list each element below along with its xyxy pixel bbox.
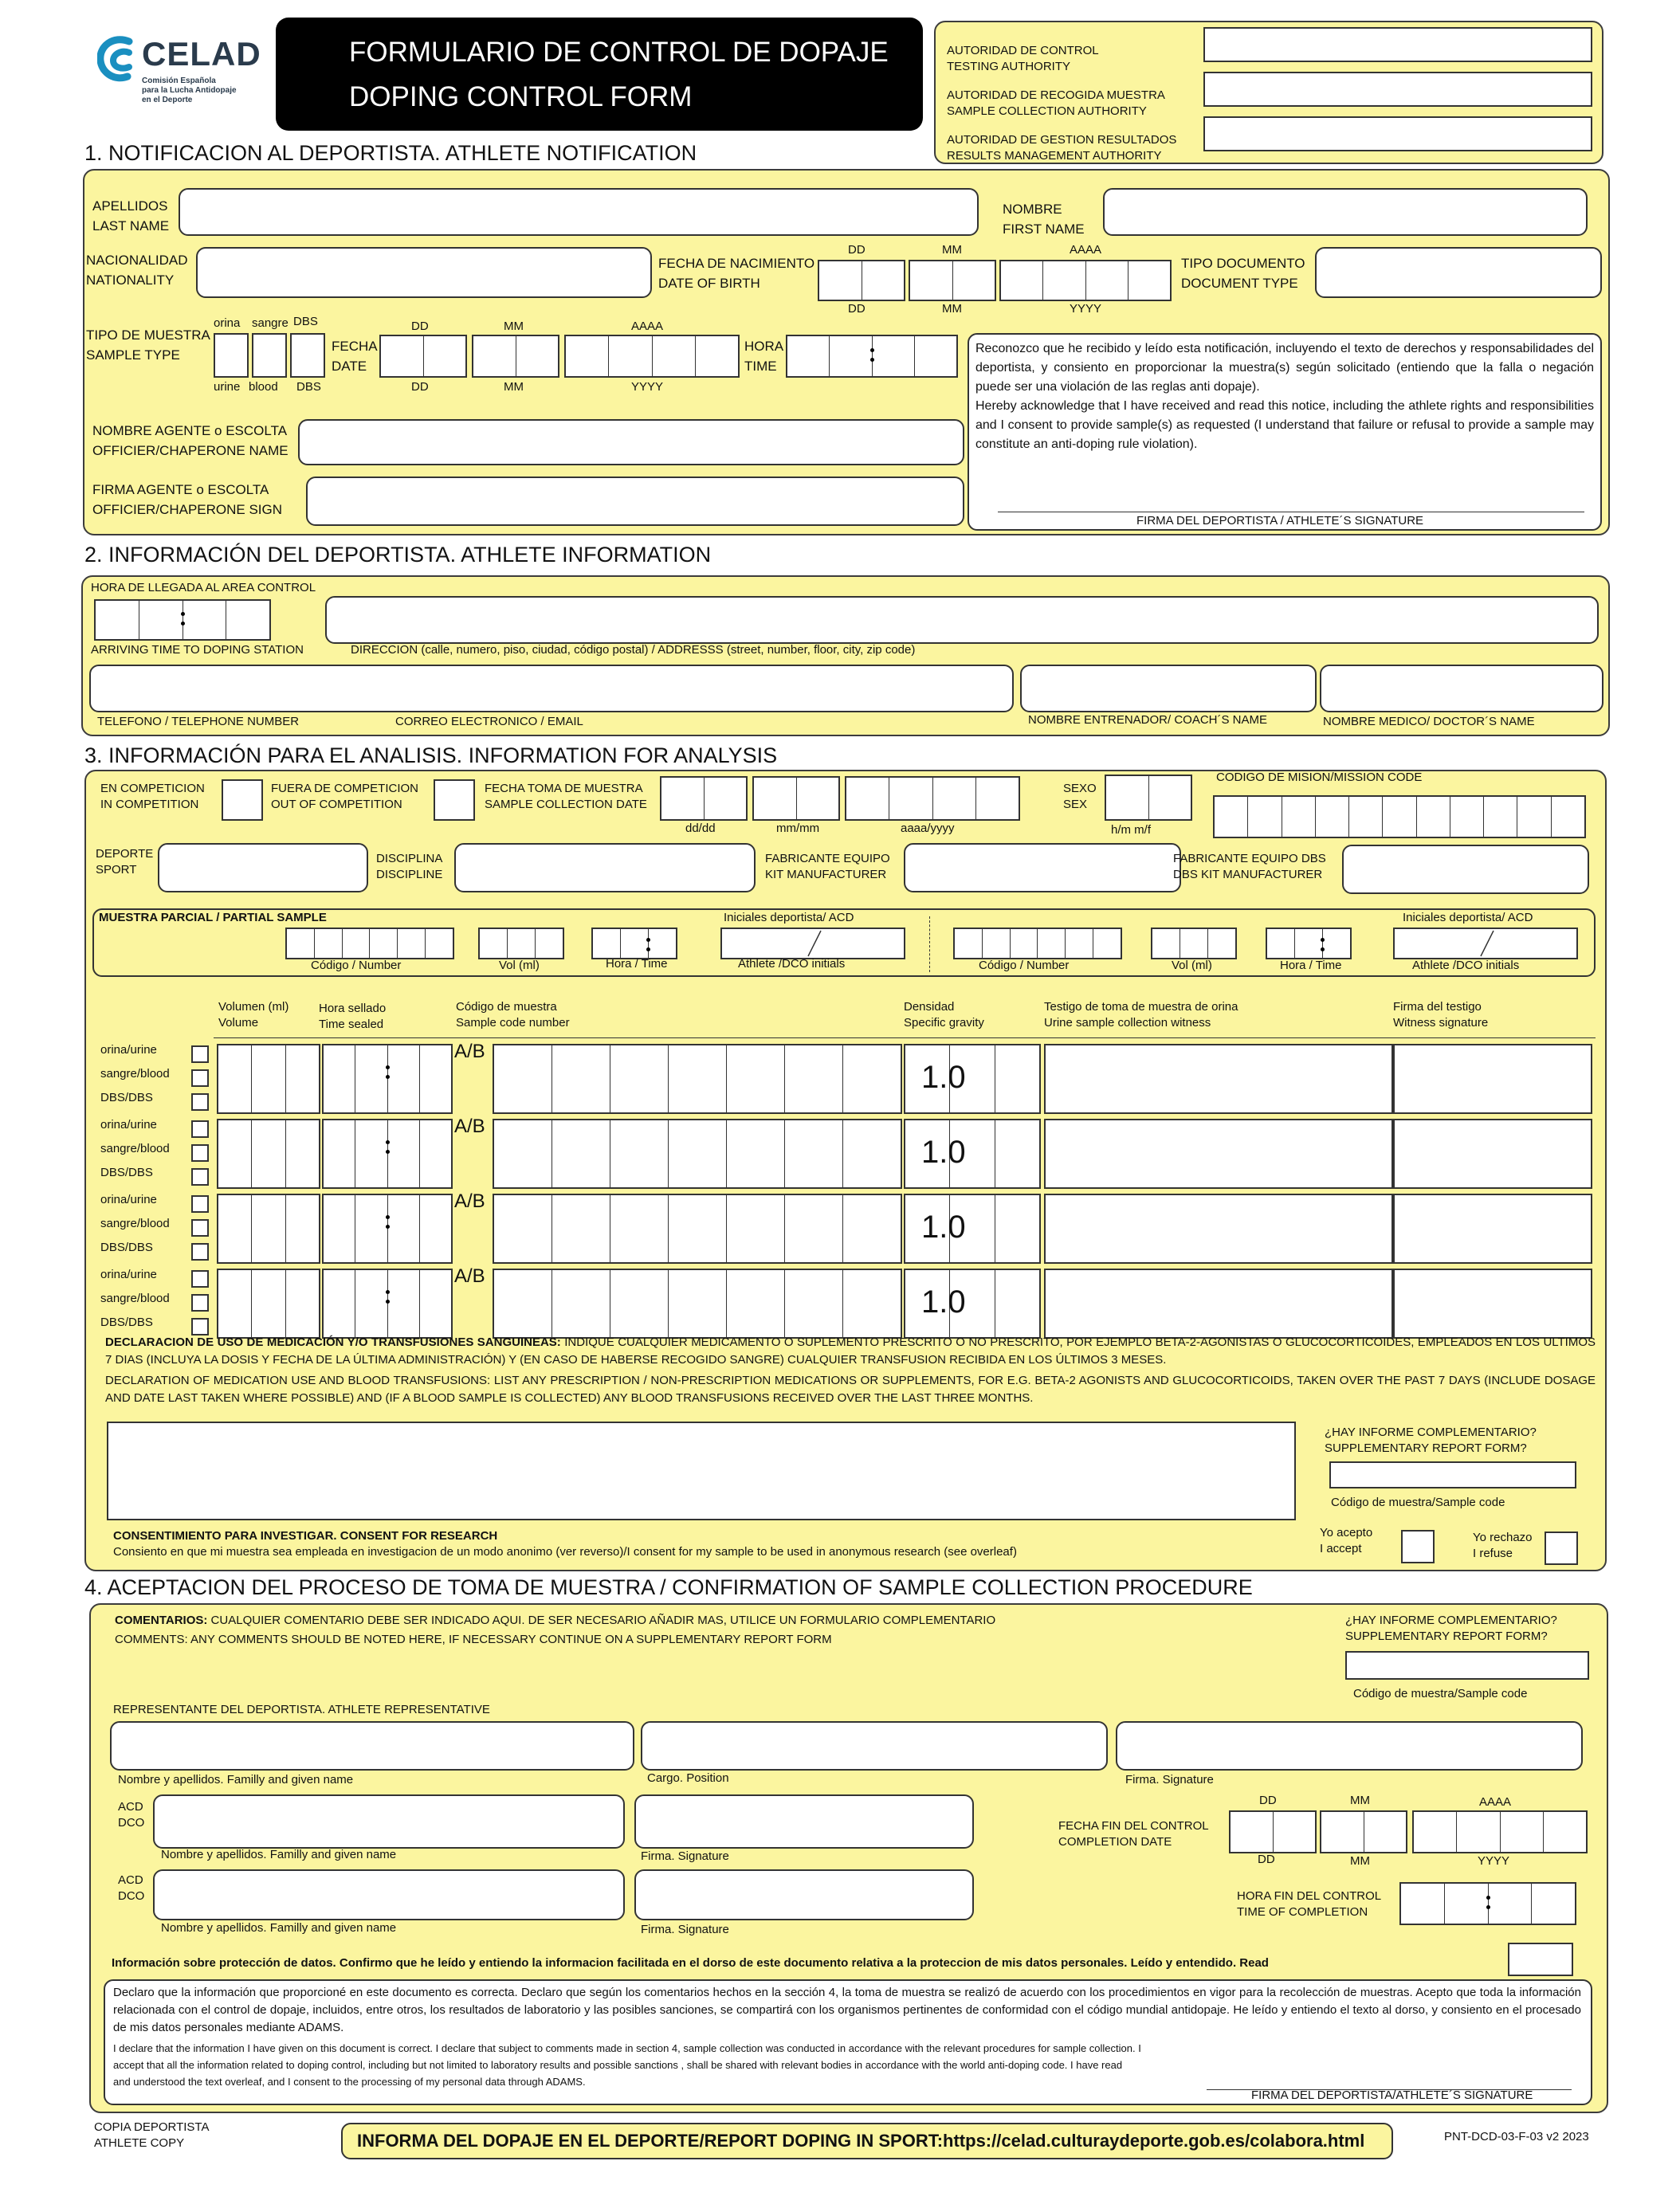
sample-dbs-top: DBS — [293, 315, 318, 328]
comments-es: COMENTARIOS: CUALQUIER COMENTARIO DEBE SER INDICADO AQUI. DE SER NECESARIO AÑADIR MAS, UTILICE UN FORMULARIO COMPLEMENTARIO — [115, 1614, 996, 1627]
completion-yyyy-bottom: YYYY — [1478, 1854, 1510, 1868]
witness-signature-field[interactable] — [1393, 1119, 1592, 1189]
row-type-checkbox-blood[interactable] — [191, 1219, 209, 1237]
arrival-label-es: HORA DE LLEGADA AL AREA CONTROL — [91, 581, 316, 594]
sex-label: SEXO SEX — [1063, 782, 1097, 811]
slash-icon — [1395, 929, 1576, 958]
specific-gravity-prefix: 1.0 — [921, 1060, 966, 1095]
sample-urine-checkbox[interactable] — [214, 333, 249, 378]
in-comp-checkbox[interactable] — [222, 779, 263, 821]
section1-panel — [83, 169, 1610, 535]
witness-signature-field[interactable] — [1393, 1044, 1592, 1114]
logo-name: CELAD — [142, 35, 261, 73]
last-name-field[interactable] — [179, 188, 979, 236]
collection-date-label: FECHA TOMA DE MUESTRA SAMPLE COLLECTION DATE — [485, 782, 647, 811]
sample-type-label: TIPO DE MUESTRA SAMPLE TYPE — [86, 327, 210, 363]
doctor-label: NOMBRE MEDICO/ DOCTOR´S NAME — [1323, 715, 1535, 728]
row-type-checkbox-urine[interactable] — [191, 1120, 209, 1138]
slash-icon — [722, 929, 904, 958]
ab-label: A/B — [454, 1041, 485, 1062]
sex-cells[interactable] — [1105, 775, 1192, 821]
dob-month-cells[interactable] — [909, 260, 996, 301]
notif-date-label: FECHA DATE — [332, 339, 378, 374]
sample-dbs-checkbox[interactable] — [290, 333, 325, 378]
dco-signature-field-1[interactable] — [634, 1794, 974, 1849]
sample-row — [86, 1116, 1600, 1192]
sample-dbs-bottom: DBS — [296, 380, 321, 394]
row-type-label-blood: sangre/blood — [100, 1142, 170, 1155]
representative-name-label: Nombre y apellidos. Familly and given name — [118, 1773, 354, 1786]
medication-declaration-es: DECLARACION DE USO DE MEDICACIÓN Y/O TRANSFUSIONES SANGUINEAS: INDIQUE CUALQUIER MEDICAMENTO O SUPLEMENTO PRESCRITO O NO PRESCRITO, POR EJEMPLO BETA-2-AGONISTAS O GLUCOCORTICOIDES, EMPLEADOS EN LOS ULTIMOS 7 DIAS (INCLUYA LA DOSIS Y FECHA DE LA ÚLTIMA ADMINISTRACIÓN) Y (EN CASO DE HABERSE RECOGIDO SANGRE) CUALQUIER TRANSFUSION RECIBIDA EN LOS ÚLTIMOS 3 MESES. — [105, 1335, 1596, 1367]
dbs-kit-label: FABRICANTE EQUIPO DBS DBS KIT MANUFACTURER — [1173, 852, 1326, 881]
dob-mm-bottom: MM — [942, 302, 962, 316]
dco-name-field-2[interactable] — [153, 1869, 625, 1920]
supp-report-label-s4: ¿HAY INFORME COMPLEMENTARIO? SUPPLEMENTARY REPORT FORM? — [1345, 1614, 1557, 1643]
partial-code-label-2: Código / Number — [979, 959, 1070, 972]
representative-name-field[interactable] — [110, 1721, 634, 1771]
row-type-checkbox-dbs[interactable] — [191, 1168, 209, 1186]
dob-mm-top: MM — [942, 243, 962, 257]
sport-label: DEPORTE SPORT — [96, 847, 154, 877]
col-time-header: Hora sellado Time sealed — [319, 1002, 387, 1031]
collection-yyyy-label: aaaa/yyyy — [901, 822, 955, 835]
sample-orina: orina — [214, 316, 241, 330]
collection-mm-label: mm/mm — [776, 822, 820, 835]
results-authority-field[interactable] — [1203, 116, 1592, 151]
kit-label: FABRICANTE EQUIPO KIT MANUFACTURER — [765, 852, 890, 881]
completion-mm-top: MM — [1350, 1794, 1370, 1807]
supp-code-field-s4[interactable] — [1345, 1651, 1589, 1680]
section2-panel — [81, 575, 1610, 736]
athlete-copy-label: COPIA DEPORTISTA ATHLETE COPY — [94, 2120, 210, 2150]
first-name-field[interactable] — [1103, 188, 1588, 236]
officer-sign-field[interactable] — [306, 477, 964, 526]
arrival-label-en: ARRIVING TIME TO DOPING STATION — [91, 643, 304, 657]
discipline-field[interactable] — [454, 843, 756, 892]
collection-month-cells[interactable] — [752, 776, 840, 821]
sample-row — [86, 1265, 1600, 1342]
notif-mm-top: MM — [504, 320, 524, 333]
comments-en: COMMENTS: ANY COMMENTS SHOULD BE NOTED HERE, IF NECESSARY CONTINUE ON A SUPPLEMENTARY REPORT FORM — [115, 1633, 832, 1646]
celad-logo-icon — [97, 35, 139, 83]
row-type-checkbox-urine[interactable] — [191, 1270, 209, 1288]
sample-code-cells[interactable] — [493, 1119, 902, 1189]
partial-time-cells-2[interactable] — [1266, 928, 1352, 959]
dob-dd-top: DD — [848, 243, 866, 257]
notif-month-cells[interactable] — [472, 335, 559, 378]
sport-field[interactable] — [158, 843, 368, 892]
doc-type-field[interactable] — [1315, 247, 1602, 298]
partial-time-cells-1[interactable] — [591, 928, 677, 959]
row-type-label-blood: sangre/blood — [100, 1292, 170, 1305]
completion-month-cells[interactable] — [1320, 1810, 1407, 1853]
completion-day-cells[interactable] — [1229, 1810, 1317, 1853]
representative-signature-label: Firma. Signature — [1125, 1773, 1214, 1786]
refuse-label: Yo rechazo I refuse — [1473, 1531, 1533, 1560]
notif-mm-bottom: MM — [504, 380, 524, 394]
dob-aaaa-top: AAAA — [1070, 243, 1102, 257]
logo-subtitle: Comisión Española para la Lucha Antidopaje en el Deporte — [142, 76, 237, 104]
medication-field[interactable] — [107, 1422, 1296, 1520]
form-title-es: FORMULARIO DE CONTROL DE DOPAJE — [349, 37, 889, 68]
row-type-label-blood: sangre/blood — [100, 1217, 170, 1230]
testing-authority-field[interactable] — [1203, 27, 1592, 62]
time-sealed-cells[interactable] — [322, 1119, 453, 1189]
time-sealed-cells[interactable] — [322, 1269, 453, 1339]
final-declaration-es: Declaro que la información que proporcioné en este documento es correcta. Declaro que según los comentarios hechos en la sección 4, la toma de muestra se realizó de acuerdo con los procedimientos en vigor para la recolección de muestras. Acepto que toda la información relacionada con el control de dopaje, incluidos, entre otros, los resultados de laboratorio y las posibles sanciones, se compartirá con los organismos pertinentes de conformidad con el código mundial antidopaje. He leído y entiendo el texto al dorso, y consiento en el procesado de mis datos personales mediante ADAMS. — [113, 1986, 1581, 2034]
form-code: PNT-DCD-03-F-03 v2 2023 — [1444, 2130, 1589, 2143]
sample-blood: blood — [249, 380, 278, 394]
dob-label: FECHA DE NACIMIENTO DATE OF BIRTH — [658, 256, 815, 291]
witness-field[interactable] — [1044, 1194, 1393, 1264]
dco-name-label-2: Nombre y apellidos. Familly and given name — [161, 1921, 397, 1935]
out-comp-checkbox[interactable] — [434, 779, 475, 821]
partial-code-label-1: Código / Number — [311, 959, 402, 972]
report-doping-banner[interactable] — [341, 2123, 1393, 2159]
ack-text-es: Reconozco que he recibido y leído esta notificación, incluyendo el texto de derechos y responsabilidades del deportista, y consiento en proporcionar la muestra(s) según solicitado (entiendo que la falla o negación puede ser una violación de las reglas anti dopaje). — [975, 342, 1594, 394]
partial-vol-cells-2[interactable] — [1151, 928, 1237, 959]
partial-initials-label-2: Athlete /DCO initials — [1412, 959, 1520, 972]
refuse-checkbox[interactable] — [1545, 1532, 1578, 1565]
row-type-label-urine: orina/urine — [100, 1118, 157, 1131]
completion-aaaa-top: AAAA — [1479, 1795, 1512, 1809]
celad-logo — [97, 32, 261, 120]
notif-yyyy-bottom: YYYY — [631, 380, 664, 394]
dob-dd-bottom: DD — [848, 302, 866, 316]
officer-sign-label: FIRMA AGENTE o ESCOLTA OFFICIER/CHAPERONE SIGN — [92, 482, 283, 517]
witness-signature-field[interactable] — [1393, 1194, 1592, 1264]
discipline-label: DISCIPLINA DISCIPLINE — [376, 852, 443, 881]
partial-vol-label-2: Vol (ml) — [1172, 959, 1212, 972]
officer-name-field[interactable] — [298, 419, 964, 465]
volume-cells[interactable] — [217, 1269, 320, 1339]
notif-dd-top: DD — [411, 320, 429, 333]
dco-signature-field-2[interactable] — [634, 1869, 974, 1920]
row-type-label-urine: orina/urine — [100, 1193, 157, 1206]
final-declaration-en: I declare that the information I have given on this document is correct. I declare that subject to comments made in section 4, sample collection was conducted in accordance with the relevant procedures for sample collection. I accept that all the information related to doping control, including but not limited to laboratory results and possible sanctions , shall be shared with relevant bodies in accordance with the world anti-doping code. I have read and understood the text overleaf, and I consent to the processing of my personal data through ADAMS. — [113, 2042, 1141, 2088]
final-declaration-box — [104, 1979, 1592, 2105]
sample-blood-checkbox[interactable] — [252, 333, 287, 378]
row-type-label-blood: sangre/blood — [100, 1067, 170, 1081]
partial-code-cells-2[interactable] — [953, 928, 1122, 959]
completion-time-cells[interactable] — [1399, 1882, 1576, 1925]
address-label: DIRECCION (calle, numero, piso, ciudad, código postal) / ADDRESSS (street, number, floor, city, zip code) — [351, 643, 916, 657]
volume-cells[interactable] — [217, 1044, 320, 1114]
supp-code-label-s4: Código de muestra/Sample code — [1353, 1687, 1528, 1700]
section2-title: 2. INFORMACIÓN DEL DEPORTISTA. ATHLETE INFORMATION — [84, 543, 712, 567]
col-witness-sig-header: Firma del testigo Witness signature — [1393, 1000, 1489, 1030]
athlete-ack-box — [968, 333, 1602, 531]
row-type-checkbox-blood[interactable] — [191, 1144, 209, 1162]
form-title-block — [276, 18, 923, 131]
partial-divider — [929, 916, 930, 972]
accept-label: Yo acepto I accept — [1320, 1526, 1373, 1555]
ack-text-en: Hereby acknowledge that I have received and read this notice, including the athlete rights and responsibilities and I consent to provide sample(s) as requested (I understand that failure or refusal to provide a sample may constitute an anti-doping rule violation). — [975, 399, 1594, 451]
specific-gravity-prefix: 1.0 — [921, 1135, 966, 1170]
sex-hm-label: h/m m/f — [1111, 823, 1152, 837]
nationality-label: NACIONALIDAD NATIONALITY — [86, 253, 188, 288]
row-type-checkbox-urine[interactable] — [191, 1045, 209, 1063]
report-doping-text: INFORMA DEL DOPAJE EN EL DEPORTE/REPORT DOPING IN SPORT:https://celad.culturaydeporte.gob.es/colabora.html — [357, 2131, 1365, 2151]
time-sealed-cells[interactable] — [322, 1194, 453, 1264]
col-witness-header: Testigo de toma de muestra de orina Urine sample collection witness — [1044, 1000, 1238, 1030]
witness-field[interactable] — [1044, 1044, 1393, 1114]
notif-time-label: HORA TIME — [744, 339, 784, 374]
notif-dd-bottom: DD — [411, 380, 429, 394]
collection-day-cells[interactable] — [660, 776, 748, 821]
representative-label: REPRESENTANTE DEL DEPORTISTA. ATHLETE REPRESENTATIVE — [113, 1703, 490, 1716]
dob-day-cells[interactable] — [818, 260, 905, 301]
row-type-checkbox-urine[interactable] — [191, 1195, 209, 1213]
notif-aaaa-top: AAAA — [631, 320, 664, 333]
partial-vol-label-1: Vol (ml) — [499, 959, 540, 972]
acd-dco-label-1: ACD DCO — [118, 1800, 145, 1830]
partial-initials-field-1[interactable] — [720, 928, 905, 959]
completion-year-cells[interactable] — [1412, 1810, 1588, 1853]
witness-field[interactable] — [1044, 1269, 1393, 1339]
nationality-field[interactable] — [196, 247, 652, 298]
supp-code-field-s3[interactable] — [1329, 1461, 1576, 1488]
row-type-checkbox-blood[interactable] — [191, 1069, 209, 1087]
supp-report-label-s3: ¿HAY INFORME COMPLEMENTARIO? SUPPLEMENTARY REPORT FORM? — [1325, 1426, 1537, 1455]
doctor-field[interactable] — [1320, 665, 1603, 712]
table-header-rule — [214, 1037, 1596, 1038]
sample-code-cells[interactable] — [493, 1269, 902, 1339]
supp-code-label-s3: Código de muestra/Sample code — [1331, 1496, 1505, 1509]
mission-code-cells[interactable] — [1213, 795, 1586, 838]
phone-email-field[interactable] — [89, 665, 1014, 712]
address-field[interactable] — [325, 596, 1599, 644]
row-type-checkbox-dbs[interactable] — [191, 1243, 209, 1261]
privacy-read-checkbox[interactable] — [1508, 1943, 1573, 1976]
consent-text: Consiento en que mi muestra sea empleada en investigacion de un modo anonimo (ver reverso)/I consent for my sample to be used in anonymous research (see overleaf) — [113, 1545, 1017, 1559]
representative-position-field[interactable] — [641, 1721, 1108, 1771]
col-code-header: Código de muestra Sample code number — [456, 1000, 570, 1030]
final-signature-label: FIRMA DEL DEPORTISTA/ATHLETE´S SIGNATURE — [1251, 2088, 1533, 2102]
partial-sample-title: MUESTRA PARCIAL / PARTIAL SAMPLE — [99, 911, 327, 924]
collection-dd-label: dd/dd — [685, 822, 716, 835]
doc-type-label: TIPO DOCUMENTO DOCUMENT TYPE — [1181, 256, 1305, 291]
representative-position-label: Cargo. Position — [647, 1771, 729, 1785]
section4-panel — [89, 1603, 1608, 2113]
sample-code-cells[interactable] — [493, 1194, 902, 1264]
completion-dd-bottom: DD — [1258, 1853, 1275, 1866]
partial-initials-label-1: Athlete /DCO initials — [738, 957, 846, 971]
witness-signature-field[interactable] — [1393, 1269, 1592, 1339]
sample-code-cells[interactable] — [493, 1044, 902, 1114]
dco-signature-label-2: Firma. Signature — [641, 1923, 729, 1936]
dbs-kit-field[interactable] — [1342, 845, 1589, 894]
partial-vol-cells-1[interactable] — [478, 928, 564, 959]
sample-row — [86, 1041, 1600, 1117]
out-comp-label: FUERA DE COMPETICION OUT OF COMPETITION — [271, 782, 419, 811]
row-type-label-urine: orina/urine — [100, 1268, 157, 1281]
dob-yyyy-bottom: YYYY — [1070, 302, 1102, 316]
results-authority-label: AUTORIDAD DE GESTION RESULTADOS RESULTS MANAGEMENT AUTHORITY — [947, 133, 1177, 163]
row-type-label-dbs: DBS/DBS — [100, 1316, 153, 1329]
partial-sample-box — [92, 908, 1596, 977]
row-type-checkbox-dbs[interactable] — [191, 1093, 209, 1111]
row-type-label-dbs: DBS/DBS — [100, 1241, 153, 1254]
volume-cells[interactable] — [217, 1119, 320, 1189]
col-volume-header: Volumen (ml) Volume — [218, 1000, 289, 1030]
time-sealed-cells[interactable] — [322, 1044, 453, 1114]
dob-year-cells[interactable] — [999, 260, 1172, 301]
sample-collection-authority-field[interactable] — [1203, 72, 1592, 107]
acd-dco-label-2: ACD DCO — [118, 1873, 145, 1903]
collection-year-cells[interactable] — [845, 776, 1020, 821]
privacy-text: Información sobre protección de datos. Confirmo que he leído y entiendo la informacion facilitada en el dorso de este documento relativa a la proteccion de mis datos personales. Leído y entendido. Read — [112, 1956, 1269, 1970]
sample-collection-authority-label: AUTORIDAD DE RECOGIDA MUESTRA SAMPLE COLLECTION AUTHORITY — [947, 88, 1165, 118]
row-type-checkbox-blood[interactable] — [191, 1294, 209, 1312]
partial-initials-1: Iniciales deportista/ ACD — [724, 911, 854, 924]
col-sg-header: Densidad Specific gravity — [904, 1000, 984, 1030]
notif-year-cells[interactable] — [564, 335, 740, 378]
medication-declaration-en: DECLARATION OF MEDICATION USE AND BLOOD TRANSFUSIONS: LIST ANY PRESCRIPTION / NON-PRESCRIPTION MEDICATIONS OR SUPPLEMENTS, FOR E.G. BETA-2 AGONISTS AND GLUCOCORTICOIDS, TAKEN OVER THE PAST 7 DAYS (INCLUDE DOSAGE AND DATE LAST TAKEN WHERE POSSIBLE) AND (IF A BLOOD SAMPLE IS COLLECTED) ANY BLOOD TRANSFUSIONS RECEIVED OVER THE LAST THREE MONTHS. — [105, 1374, 1596, 1405]
section3-panel — [84, 770, 1607, 1571]
partial-time-label-1: Hora / Time — [606, 957, 668, 971]
row-type-label-urine: orina/urine — [100, 1043, 157, 1057]
notif-day-cells[interactable] — [379, 335, 467, 378]
dco-name-label-1: Nombre y apellidos. Familly and given name — [161, 1848, 397, 1861]
sample-sangre: sangre — [252, 316, 289, 330]
ab-label: A/B — [454, 1116, 485, 1137]
coach-field[interactable] — [1020, 665, 1317, 712]
testing-authority-label: AUTORIDAD DE CONTROL TESTING AUTHORITY — [947, 44, 1099, 73]
email-label: CORREO ELECTRONICO / EMAIL — [395, 715, 583, 728]
completion-dd-top: DD — [1259, 1794, 1277, 1807]
row-type-label-dbs: DBS/DBS — [100, 1091, 153, 1104]
sample-urine: urine — [214, 380, 241, 394]
accept-checkbox[interactable] — [1401, 1530, 1435, 1563]
volume-cells[interactable] — [217, 1194, 320, 1264]
last-name-label: APELLIDOS LAST NAME — [92, 198, 170, 233]
completion-time-label: HORA FIN DEL CONTROL TIME OF COMPLETION — [1237, 1889, 1382, 1919]
mission-code-label: CODIGO DE MISION/MISSION CODE — [1216, 771, 1423, 784]
partial-initials-field-2[interactable] — [1393, 928, 1578, 959]
coach-label: NOMBRE ENTRENADOR/ COACH´S NAME — [1028, 713, 1268, 727]
kit-field[interactable] — [904, 843, 1181, 892]
section4-title: 4. ACEPTACION DEL PROCESO DE TOMA DE MUESTRA / CONFIRMATION OF SAMPLE COLLECTION PROCEDURE — [84, 1575, 1253, 1599]
arrival-time-cells[interactable] — [94, 599, 271, 641]
ab-label: A/B — [454, 1265, 485, 1287]
phone-label: TELEFONO / TELEPHONE NUMBER — [97, 715, 300, 728]
partial-time-label-2: Hora / Time — [1280, 959, 1342, 972]
dco-name-field-1[interactable] — [153, 1794, 625, 1849]
completion-date-label: FECHA FIN DEL CONTROL COMPLETION DATE — [1058, 1819, 1209, 1849]
row-type-label-dbs: DBS/DBS — [100, 1166, 153, 1179]
dco-signature-label-1: Firma. Signature — [641, 1849, 729, 1863]
officer-name-label: NOMBRE AGENTE o ESCOLTA OFFICIER/CHAPERONE NAME — [92, 423, 289, 458]
row-type-checkbox-dbs[interactable] — [191, 1318, 209, 1335]
partial-initials-2: Iniciales deportista/ ACD — [1403, 911, 1533, 924]
authority-panel — [934, 21, 1603, 164]
in-comp-label: EN COMPETICION IN COMPETITION — [100, 782, 205, 811]
sample-row — [86, 1190, 1600, 1267]
form-title-en: DOPING CONTROL FORM — [349, 81, 693, 112]
ab-label: A/B — [454, 1190, 485, 1212]
witness-field[interactable] — [1044, 1119, 1393, 1189]
specific-gravity-prefix: 1.0 — [921, 1284, 966, 1320]
consent-title: CONSENTIMIENTO PARA INVESTIGAR. CONSENT FOR RESEARCH — [113, 1529, 498, 1543]
notif-time-cells[interactable] — [786, 335, 958, 378]
section3-title: 3. INFORMACIÓN PARA EL ANALISIS. INFORMATION FOR ANALYSIS — [84, 743, 778, 767]
first-name-label: NOMBRE FIRST NAME — [1003, 202, 1085, 237]
athlete-signature-label: FIRMA DEL DEPORTISTA / ATHLETE´S SIGNATURE — [1136, 514, 1424, 528]
representative-signature-field[interactable] — [1116, 1721, 1583, 1771]
partial-code-cells-1[interactable] — [285, 928, 454, 959]
specific-gravity-prefix: 1.0 — [921, 1210, 966, 1245]
section1-title: 1. NOTIFICACION AL DEPORTISTA. ATHLETE NOTIFICATION — [84, 141, 697, 165]
completion-mm-bottom: MM — [1350, 1854, 1370, 1868]
